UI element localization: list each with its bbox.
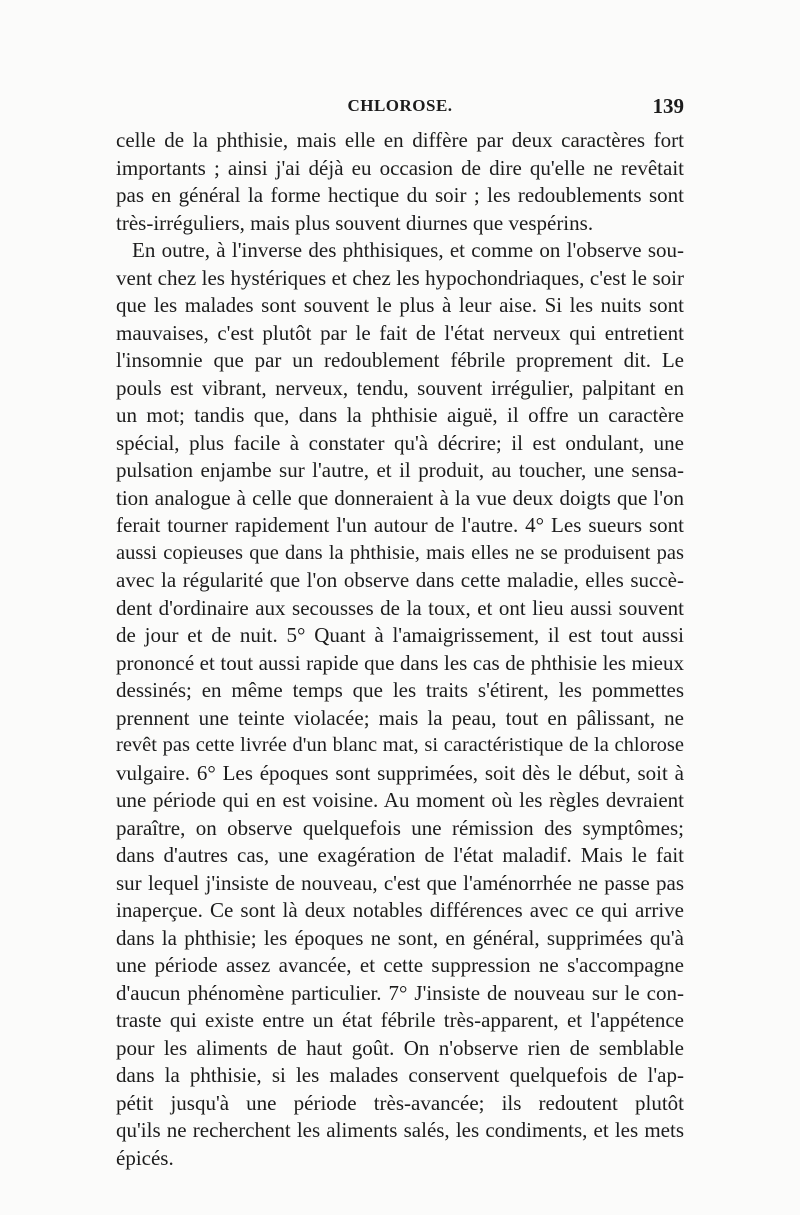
text-line: pétit jusqu'à une période très-avancée; ils redoutent plutôt bbox=[116, 1090, 684, 1115]
text-line: pouls est vibrant, nerveux, tendu, souvent irrégulier, palpitant en bbox=[116, 375, 684, 400]
text-line: une période qui en est voisine. Au moment où les règles devraient bbox=[116, 788, 684, 812]
text-line: très-irréguliers, mais plus souvent diurnes que vespérins. bbox=[116, 210, 594, 235]
text-line: prennent une teinte violacée; mais la peau, tout en pâlissant, ne bbox=[116, 705, 684, 730]
text-line: paraître, on observe quelquefois une rémission des symptômes; bbox=[116, 815, 684, 840]
text-line: revêt pas cette livrée d'un blanc mat, si caractéristique de la chlorose bbox=[116, 734, 684, 756]
text-line: pas en général la forme hectique du soir ; les redoublements sont bbox=[116, 183, 684, 207]
text-line: dans la phthisie, si les malades conservent quelquefois de l'ap- bbox=[116, 1063, 684, 1087]
text-line: dent d'ordinaire aux secousses de la toux, et ont lieu aussi souvent bbox=[116, 595, 684, 620]
text-line: traste qui existe entre un état fébrile très-apparent, et l'appétence bbox=[116, 1008, 684, 1032]
text-line: avec la régularité que l'on observe dans cette maladie, elles succè- bbox=[116, 568, 684, 592]
text-line: pour les aliments de haut goût. On n'observe rien de semblable bbox=[116, 1035, 684, 1060]
text-line: de jour et de nuit. 5° Quant à l'amaigrissement, il est tout aussi bbox=[116, 623, 684, 647]
text-line: tion analogue à celle que donneraient à la vue deux doigts que l'on bbox=[116, 485, 684, 510]
text-line: que les malades sont souvent le plus à leur aise. Si les nuits sont bbox=[116, 293, 684, 317]
text-line: vulgaire. 6° Les époques sont supprimées, soit dès le début, soit à bbox=[116, 760, 684, 785]
text-line: dans d'autres cas, une exagération de l'état maladif. Mais le fait bbox=[116, 843, 684, 867]
text-line: d'aucun phénomène particulier. 7° J'insiste de nouveau sur le con- bbox=[116, 980, 684, 1005]
text-line: pulsation enjambe sur l'autre, et il produit, au toucher, une sensa- bbox=[116, 458, 684, 482]
text-line: l'insomnie que par un redoublement fébrile proprement dit. Le bbox=[116, 348, 684, 372]
text-line: ferait tourner rapidement l'un autour de l'autre. 4° Les sueurs sont bbox=[116, 513, 684, 537]
text-line: celle de la phthisie, mais elle en diffère par deux caractères fort bbox=[116, 128, 684, 152]
text-line: un mot; tandis que, dans la phthisie aiguë, il offre un caractère bbox=[116, 403, 684, 427]
page-header bbox=[116, 96, 684, 126]
text-line: dessinés; en même temps que les traits s'étirent, les pommettes bbox=[116, 678, 684, 702]
text-line: aussi copieuses que dans la phthisie, mais elles ne se produisent pas bbox=[116, 541, 684, 564]
text-line: inaperçue. Ce sont là deux notables différences avec ce qui arrive bbox=[116, 898, 684, 922]
text-line: mauvaises, c'est plutôt par le fait de l'état nerveux qui entretient bbox=[116, 320, 684, 345]
text-line: importants ; ainsi j'ai déjà eu occasion de dire qu'elle ne revêtait bbox=[116, 155, 684, 180]
text-line: qu'ils ne recherchent les aliments salés, les condiments, et les mets bbox=[116, 1118, 684, 1142]
body-text bbox=[116, 127, 684, 1172]
text-line: une période assez avancée, et cette suppression ne s'accompagne bbox=[116, 953, 684, 977]
running-title: CHLOROSE. bbox=[347, 96, 453, 115]
text-line: spécial, plus facile à constater qu'à décrire; il est ondulant, une bbox=[116, 430, 684, 455]
page-number: 139 bbox=[652, 94, 684, 118]
text-line: prononcé et tout aussi rapide que dans les cas de phthisie les mieux bbox=[116, 650, 684, 675]
text-line: dans la phthisie; les époques ne sont, en général, supprimées qu'à bbox=[116, 925, 684, 950]
text-line: épicés. bbox=[116, 1145, 174, 1170]
text-line: vent chez les hystériques et chez les hypochondriaques, c'est le soir bbox=[116, 265, 684, 290]
text-line: En outre, à l'inverse des phthisiques, et comme on l'observe sou- bbox=[132, 238, 684, 262]
text-line: sur lequel j'insiste de nouveau, c'est que l'aménorrhée ne passe pas bbox=[116, 870, 684, 895]
